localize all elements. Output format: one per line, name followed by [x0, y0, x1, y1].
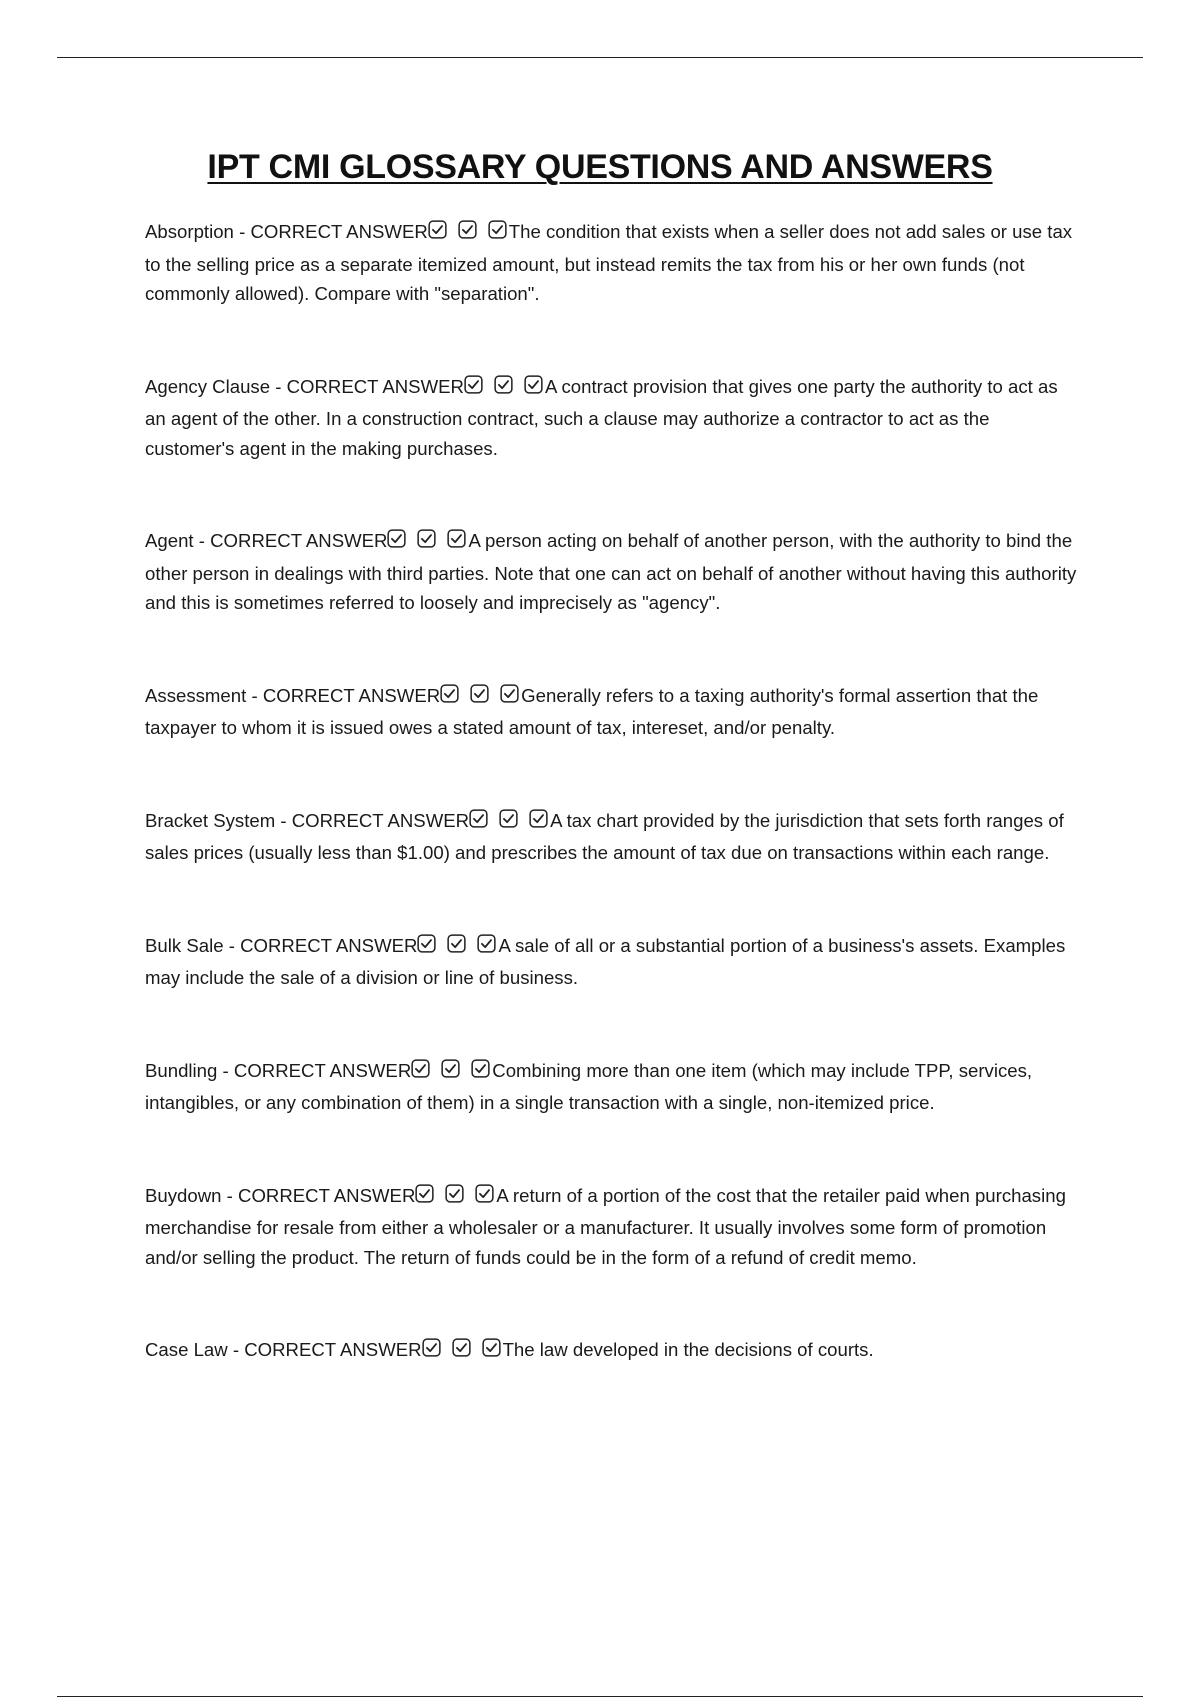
- answer-label: CORRECT ANSWER: [250, 221, 428, 242]
- glossary-term: Bracket System: [145, 809, 276, 831]
- top-divider: [57, 57, 1143, 58]
- glossary-entry: [145, 1335, 1080, 1368]
- glossary-definition: A return of a portion of the cost that the retailer paid when purchasing merchandise for resale from either a wholesaler or a manufacturer. It usually involves some form of promotion and/or selling the product. The return of funds could be in the form of a refund of credit memo.: [145, 1184, 1066, 1268]
- checkbox-checked-icon: [477, 934, 496, 953]
- answer-label: CORRECT ANSWER: [240, 934, 418, 956]
- glossary-entry: [145, 526, 1080, 618]
- checkbox-checked-icon: [452, 1338, 471, 1357]
- term-separator: -: [223, 934, 241, 956]
- checkbox-checked-icon: [447, 529, 466, 548]
- checkbox-checked-icon: [499, 809, 518, 828]
- glossary-entry: [145, 1056, 1080, 1118]
- answer-checks: [415, 1184, 496, 1214]
- checkbox-checked-icon: [470, 684, 489, 703]
- glossary-term: Assessment: [145, 684, 247, 706]
- checkbox-checked-icon: [440, 684, 459, 703]
- answer-checks: [440, 684, 521, 714]
- glossary-term: Absorption: [145, 221, 234, 242]
- checkbox-checked-icon: [500, 684, 519, 703]
- answer-checks: [422, 1338, 503, 1368]
- checkbox-checked-icon: [471, 1059, 490, 1078]
- answer-label: CORRECT ANSWER: [262, 684, 441, 706]
- term-separator: -: [193, 530, 211, 551]
- checkbox-checked-icon: [494, 375, 513, 394]
- checkbox-checked-icon: [482, 1338, 501, 1357]
- answer-checks: [469, 809, 550, 839]
- answer-checks: [411, 1059, 492, 1089]
- glossary-entry: [145, 681, 1080, 743]
- checkbox-checked-icon: [387, 529, 406, 548]
- checkbox-checked-icon: [411, 1059, 430, 1078]
- glossary-definition: The condition that exists when a seller does not add sales or use tax to the selling price as a separate itemized amount, but instead remits the tax from his or her own funds (not commonly allowed). Compare with "separation".: [145, 221, 1073, 304]
- checkbox-checked-icon: [458, 220, 477, 239]
- glossary-entry: [145, 806, 1080, 868]
- glossary-term: Bundling: [145, 1059, 218, 1081]
- checkbox-checked-icon: [475, 1184, 494, 1203]
- answer-label: CORRECT ANSWER: [244, 1339, 422, 1360]
- page-title: IPT CMI GLOSSARY QUESTIONS AND ANSWERS: [207, 148, 993, 186]
- answer-label: CORRECT ANSWER: [233, 1059, 412, 1081]
- answer-checks: [387, 529, 468, 559]
- glossary-definition: A sale of all or a substantial portion of a business's assets. Examples may include the sale of a division or line of business.: [145, 934, 1066, 988]
- answer-label: CORRECT ANSWER: [291, 809, 470, 831]
- checkbox-checked-icon: [417, 529, 436, 548]
- glossary-term: Agent: [145, 530, 194, 551]
- glossary-entry: [145, 217, 1080, 309]
- checkbox-checked-icon: [488, 220, 507, 239]
- checkbox-checked-icon: [529, 809, 548, 828]
- glossary-definition: The law developed in the decisions of courts.: [502, 1339, 874, 1360]
- glossary-definition: Combining more than one item (which may include TPP, services, intangibles, or any combination of them) in a single transaction with a single, non-itemized price.: [145, 1059, 1033, 1113]
- term-separator: -: [227, 1339, 245, 1360]
- answer-checks: [464, 375, 545, 405]
- term-separator: -: [233, 221, 251, 242]
- term-separator: -: [270, 375, 287, 397]
- checkbox-checked-icon: [445, 1184, 464, 1203]
- checkbox-checked-icon: [428, 220, 447, 239]
- term-separator: -: [217, 1059, 234, 1081]
- glossary-term: Bulk Sale: [145, 934, 224, 956]
- answer-label: CORRECT ANSWER: [238, 1184, 416, 1206]
- answer-label: CORRECT ANSWER: [210, 530, 388, 551]
- checkbox-checked-icon: [524, 375, 543, 394]
- glossary-entry: [145, 1181, 1080, 1273]
- checkbox-checked-icon: [447, 934, 466, 953]
- glossary-term: Buydown: [145, 1184, 222, 1206]
- checkbox-checked-icon: [415, 1184, 434, 1203]
- answer-checks: [428, 220, 509, 250]
- glossary-definition: A tax chart provided by the jurisdiction that sets forth ranges of sales prices (usually less than $1.00) and prescribes the amount of tax due on transactions within each range.: [145, 809, 1064, 863]
- glossary-term: Case Law: [145, 1339, 228, 1360]
- glossary-entry: [145, 931, 1080, 993]
- glossary-definition: A contract provision that gives one party the authority to act as an agent of the other. In a construction contract, such a clause may authorize a contractor to act as the customer's agent in the making purchases.: [145, 375, 1058, 459]
- term-separator: -: [221, 1184, 239, 1206]
- answer-label: CORRECT ANSWER: [286, 375, 464, 397]
- term-separator: -: [275, 809, 292, 831]
- glossary-definition: Generally refers to a taxing authority's formal assertion that the taxpayer to whom it is issued owes a stated amount of tax, intereset, and/or penalty.: [145, 684, 1039, 738]
- checkbox-checked-icon: [464, 375, 483, 394]
- bottom-divider: [57, 1696, 1143, 1697]
- glossary-entry: [145, 372, 1080, 464]
- checkbox-checked-icon: [469, 809, 488, 828]
- glossary-term: Agency Clause: [145, 375, 271, 397]
- checkbox-checked-icon: [422, 1338, 441, 1357]
- checkbox-checked-icon: [441, 1059, 460, 1078]
- checkbox-checked-icon: [417, 934, 436, 953]
- glossary-definition: A person acting on behalf of another person, with the authority to bind the other person in dealings with third parties. Note that one can act on behalf of another without having this authority and this is sometimes referred to loosely and imprecisely as "agency".: [145, 530, 1077, 613]
- glossary-list: [145, 217, 1080, 1368]
- term-separator: -: [246, 684, 263, 706]
- answer-checks: [417, 934, 498, 964]
